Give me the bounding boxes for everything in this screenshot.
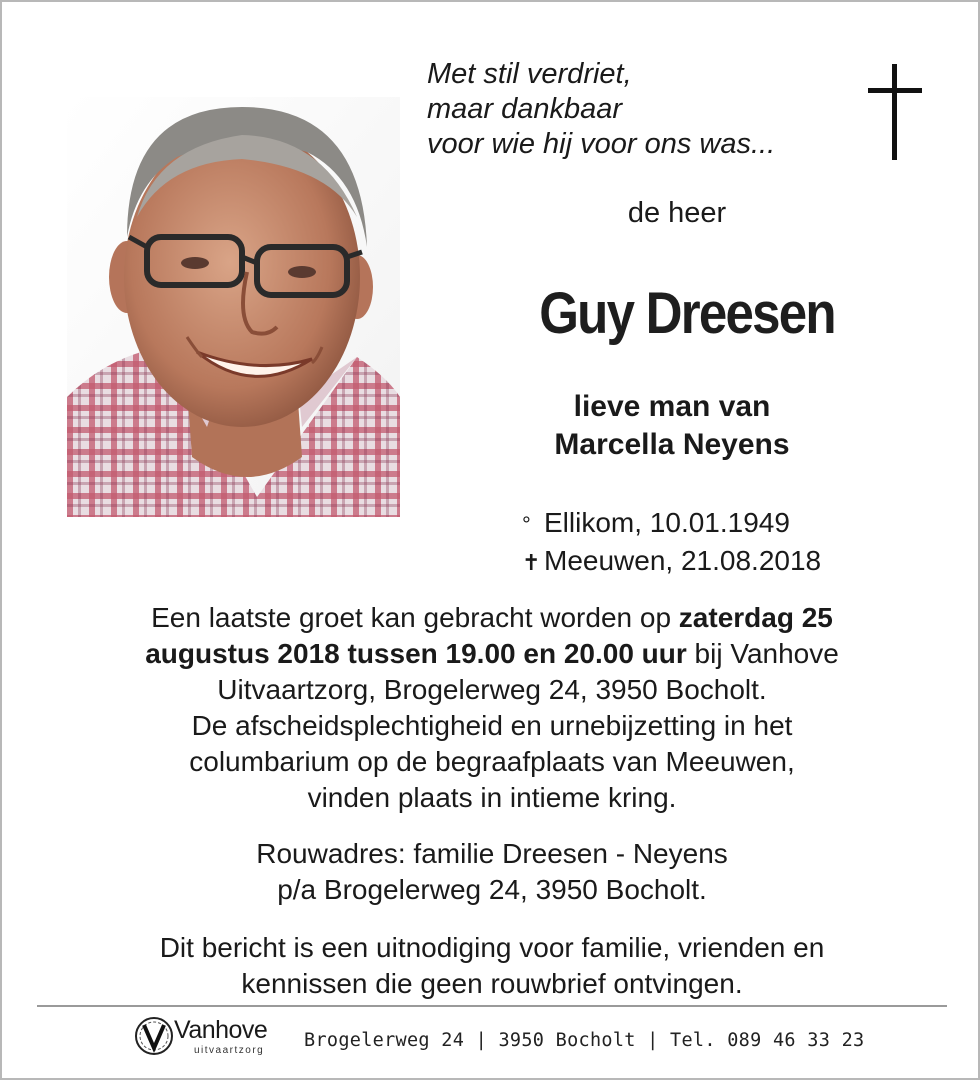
motto-line-1: Met stil verdriet, xyxy=(427,58,632,90)
relation-line-1: lieve man van xyxy=(573,390,771,423)
motto xyxy=(427,57,775,162)
announcement-line: De afscheidsplechtigheid en urnebijzetting in het xyxy=(191,710,793,741)
life-dates xyxy=(522,505,821,581)
portrait-photo xyxy=(67,97,400,517)
divider xyxy=(37,1005,947,1007)
announcement xyxy=(42,600,942,816)
motto-line-3: voor wie hij voor ons was... xyxy=(427,128,776,160)
announcement-line: Uitvaartzorg, Brogelerweg 24, 3950 Bocholt. xyxy=(217,674,767,705)
cross-icon xyxy=(868,64,922,160)
announcement-text: bij Vanhove xyxy=(686,638,839,669)
relation-line-2: Marcella Neyens xyxy=(554,428,790,461)
vanhove-logo xyxy=(132,1014,176,1058)
death-date: Meeuwen, 21.08.2018 xyxy=(544,545,822,576)
announcement-date-bold: zaterdag 25 xyxy=(678,602,833,633)
mourning-address xyxy=(42,836,942,908)
birth-row xyxy=(522,505,821,543)
notice-line-1: Dit bericht is een uitnodiging voor familie, vrienden en xyxy=(159,932,825,963)
announcement-line: columbarium op de begraafplaats van Meeuwen, xyxy=(189,746,795,777)
birth-date: Ellikom, 10.01.1949 xyxy=(544,507,790,538)
deceased-name: Guy Dreesen xyxy=(539,281,835,346)
contact-line: Brogelerweg 24 | 3950 Bocholt | Tel. 089 46 33 23 xyxy=(304,1030,865,1051)
relation xyxy=(492,388,852,464)
address-line-1: Rouwadres: familie Dreesen - Neyens xyxy=(256,838,728,869)
death-symbol: ✝ xyxy=(522,550,541,575)
birth-symbol: ° xyxy=(522,512,531,537)
notice-line-2: kennissen die geen rouwbrief ontvingen. xyxy=(241,968,743,999)
announcement-text: Een laatste groet kan gebracht worden op xyxy=(151,602,679,633)
announcement-line: vinden plaats in intieme kring. xyxy=(307,782,677,813)
address-line-2: p/a Brogelerweg 24, 3950 Bocholt. xyxy=(277,874,707,905)
logo-subtitle: uitvaartzorg xyxy=(194,1045,265,1056)
death-row xyxy=(522,543,821,581)
salutation: de heer xyxy=(627,197,727,229)
announcement-time-bold: augustus 2018 tussen 19.00 en 20.00 uur xyxy=(145,638,687,669)
motto-line-2: maar dankbaar xyxy=(427,93,623,125)
footer xyxy=(132,1014,872,1064)
logo-name: Vanhove xyxy=(174,1016,268,1044)
invitation-notice xyxy=(42,930,942,1002)
